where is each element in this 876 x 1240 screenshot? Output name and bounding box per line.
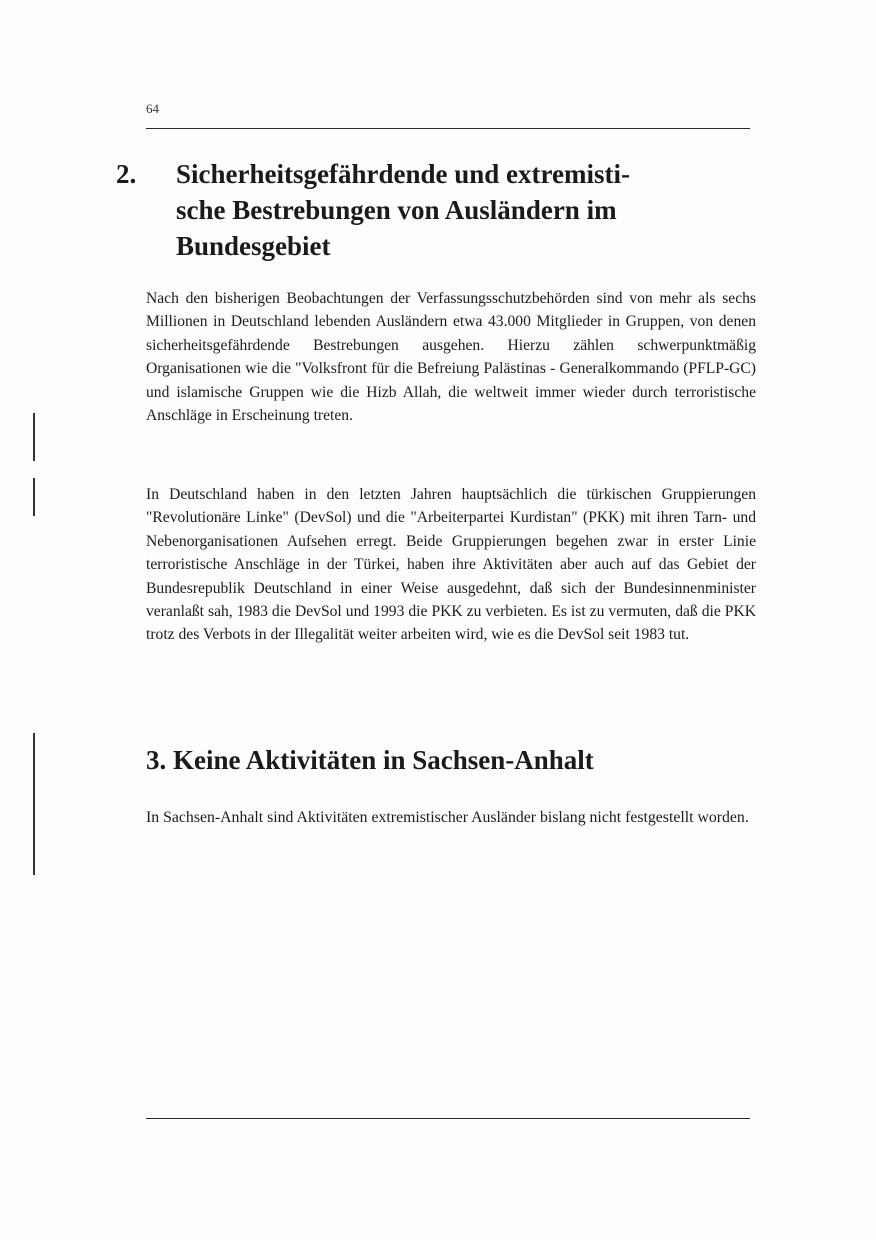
heading-line-3: Bundesgebiet [176, 231, 331, 261]
heading-line-1: 2. Sicherheitsgefährdende und extremisti- [146, 156, 756, 192]
paragraph: In Deutschland haben in den letzten Jahren hauptsächlich die türkischen Gruppierungen "Revolutionäre Linke" (DevSol) und die "Arbeiterpartei Kurdistan" (PKK) mit ihren Tarn- und Nebenorganisationen Aufsehen erregt. Beide Gruppierungen begehen zwar in erster Linie terroristische Anschläge in der Türkei, haben ihre Aktivitäten aber auch auf das Gebiet der Bundesrepublik Deutschland in einer Weise ausgedehnt, daß sich der Bundesinnenminister veranlaßt sah, 1983 die DevSol und 1993 die PKK zu verbieten. Es ist zu vermuten, daß die PKK trotz des Verbots in der Illegalität weiter arbeiten wird, wie es die DevSol seit 1983 tut. [146, 486, 756, 644]
footer-rule [146, 1118, 750, 1119]
paragraph: In Sachsen-Anhalt sind Aktivitäten extremistischer Ausländer bislang nicht festgestellt worden. [146, 809, 749, 826]
margin-mark [33, 733, 35, 875]
heading-line-2: sche Bestrebungen von Ausländern im [176, 195, 617, 225]
heading-number: 2. [116, 159, 137, 189]
section-heading-3: 3. Keine Aktivitäten in Sachsen-Anhalt [146, 745, 594, 775]
section-heading-2 [116, 156, 756, 264]
paragraph: Nach den bisherigen Beobachtungen der Verfassungsschutzbehörden sind von mehr als sechs Millionen in Deutschland lebenden Ausländern etwa 43.000 Mitglieder in Gruppen, von denen sicherheitsgefährdende Bestrebungen ausgehen. Hierzu zählen schwerpunktmäßig Organisationen wie die "Volksfront für die Befreiung Palästinas - Generalkommando (PFLP-GC) und islamische Gruppen wie die Hizb Allah, die weltweit immer wieder durch terroristische Anschläge in Erscheinung treten. [146, 290, 756, 425]
margin-mark [33, 413, 35, 461]
header-rule [146, 128, 750, 129]
page-number: 64 [146, 101, 159, 116]
margin-mark [33, 478, 35, 516]
